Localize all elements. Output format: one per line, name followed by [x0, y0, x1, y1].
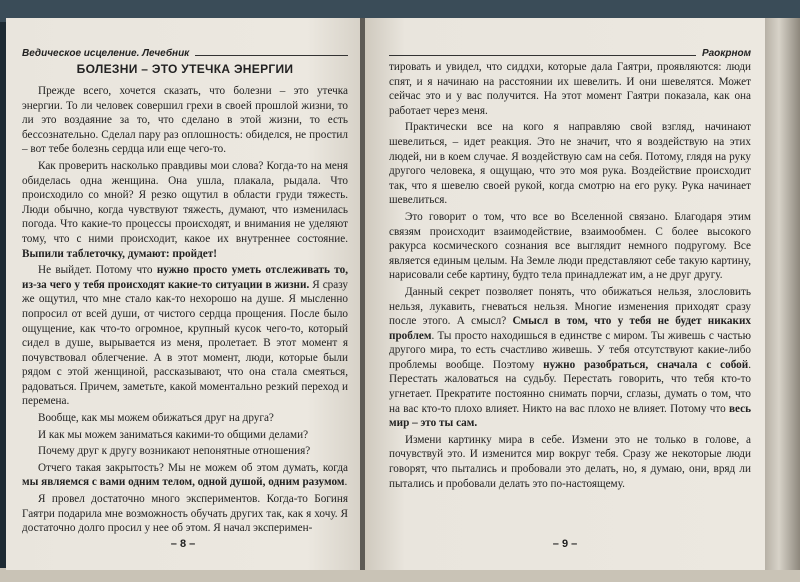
page-number: – 9 –	[552, 538, 578, 550]
left-page	[6, 18, 360, 570]
bold-text: Выпили таблеточку, думают: пройдет!	[22, 247, 217, 260]
paragraph: тировать и увидел, что сиддхи, которые дала Гаятри, проявляются: люди спят, и я начинаю на расстоянии их шевелить. И они шевелятся. Может сейчас это и у вас получится. На этот момент Гаятри показала, как она работает через меня.	[389, 61, 751, 117]
page-number: – 8 –	[170, 538, 196, 550]
running-head-title: Раокрном	[701, 47, 751, 59]
paragraph	[22, 263, 348, 409]
running-head-title: Ведическое исцеление. Лечебник	[22, 47, 190, 59]
text-run: Как проверить насколько правдивы мои слова? Когда-то на меня обиделась одна женщина. Она ушла, плакала, рыдала. Что происходило со мной? Я резко ощутил в области груди тяжесть. Люди обычно, когда чувствуют тяжесть, думают, что изменилась погода. Что какие-то процессы происходят, и внимания не уделяют тому, что с ними происходит, какое их внутреннее состояние.	[22, 159, 348, 245]
chapter-title: БОЛЕЗНИ – ЭТО УТЕЧКА ЭНЕРГИИ	[76, 62, 294, 76]
text-run: . Перестать жаловаться на судьбу. Перестать говорить, что тебя кто-то угнетает. Прекратите постоянно снимать порчи, сглазы, думать о том, что на вас кто-то плохо влияет. Никто на вас плохо не влияет. Потому что	[389, 358, 751, 415]
running-head-rule	[389, 55, 696, 56]
text-run: Отчего такая закрытость? Мы не можем об этом думать, когда	[38, 461, 348, 474]
text-run: .	[344, 476, 348, 489]
paragraph: Измени картинку мира в себе. Измени это не только в голове, а почувствуй это. И изменится мир вокруг тебя. Сразу же некоторые люди говорят, что пытались и пробовали это делать, но, я думаю, они, вряд ли пытались и пробовали делать это по-настоящему.	[389, 433, 751, 490]
bold-text: нужно разобраться, сначала с собой	[543, 358, 749, 371]
paragraph	[389, 285, 751, 431]
paragraph: И как мы можем заниматься какими-то общими делами?	[38, 428, 309, 441]
running-head	[389, 46, 751, 60]
text-run: Не выйдет. Потому что	[38, 264, 157, 277]
text-run: . Ты просто находишься в единстве с миром. Ты живешь с частью другого мира, то есть счастливо живешь. У тебя отсутствуют какие-либо проблемы вообще. Поэтому	[389, 329, 751, 371]
paragraph	[22, 461, 348, 490]
text-run: Данный секрет позволяет понять, что обижаться нельзя, злословить нельзя, лукавить, гневаться нельзя. Многие изменения приходят сразу после этого. А смысл?	[389, 285, 751, 328]
paragraph: Я провел достаточно много экспериментов. Когда-то Богиня Гаятри подарила мне возможность обучать других так, как я хочу. Я достаточно долго просил у нее об этом. Я начал эксперимен-	[22, 493, 348, 535]
paragraph: Почему друг к другу возникают непонятные отношения?	[38, 445, 311, 458]
paragraph: Это говорит о том, что все во Вселенной связано. Благодаря этим связям происходит взаимодействие, взаимообмен. С более высокого ракурса космического сознания все выглядит немного подругому. Все является единым целым. На Земле люди представляют себе такую картину, нарисовали себе картину, будто тела принадлежат им, а не друг другу.	[389, 210, 751, 282]
bold-text: Смысл в том, что у тебя не будет никаких проблем	[389, 315, 751, 342]
running-head	[22, 46, 348, 60]
bold-text: мы являемся с вами одним телом, одной душой, одним разумом	[22, 476, 345, 489]
bold-text: нужно просто уметь отслеживать то, из-за чего у тебя происходят какие-то ситуации в жизни.	[22, 264, 348, 291]
paragraph: Прежде всего, хочется сказать, что болезни – это утечка энергии. То ли человек совершил грехи в своей прошлой жизни, то ли это воздаяние за то, что сделано в этой жизни, то есть бессознательно. Сделал пару раз оплошность: обиделся, не простил – вот тебе болезнь сердца или еще чего-то.	[22, 85, 348, 156]
scan-background-bottom	[0, 568, 800, 582]
bold-text: весь мир – это ты сам.	[389, 402, 751, 430]
running-head-rule	[195, 55, 348, 56]
paragraph: Практически все на кого я направляю свой взгляд, начинают шевелиться, – идет реакция. Это не значит, что я воздействую на этих людей, ни в коем случае. Я воздействую сам на себя. Потому, глядя на руку другого человека, я ощущаю, что это моя рука. Воздействие происходит так, что я шевелю своей рукой, когда смотрю на его руку. Рука начинает шевелиться.	[389, 121, 751, 207]
right-page	[365, 18, 765, 570]
page-edge-strip	[765, 18, 800, 570]
paragraph: Вообще, как мы можем обижаться друг на друга?	[38, 412, 274, 425]
paragraph	[22, 159, 348, 261]
text-run: Я сразу же ощутил, что мне стало как-то нехорошо на душе. Я мысленно попросил от всей души, от чистого сердца прощения. После было ощущение, как что-то огромное, крупный кусок чего-то, который сидел в душе, вырывается из меня, пролетает. В этот момент я почувствовал облегчение. А в этот момент, люди, которые были рядом с этой женщиной, рассказывают, что она стала смеяться, радоваться. Причем, заметьте, какой моментально резкий переход и перемена.	[22, 278, 348, 408]
